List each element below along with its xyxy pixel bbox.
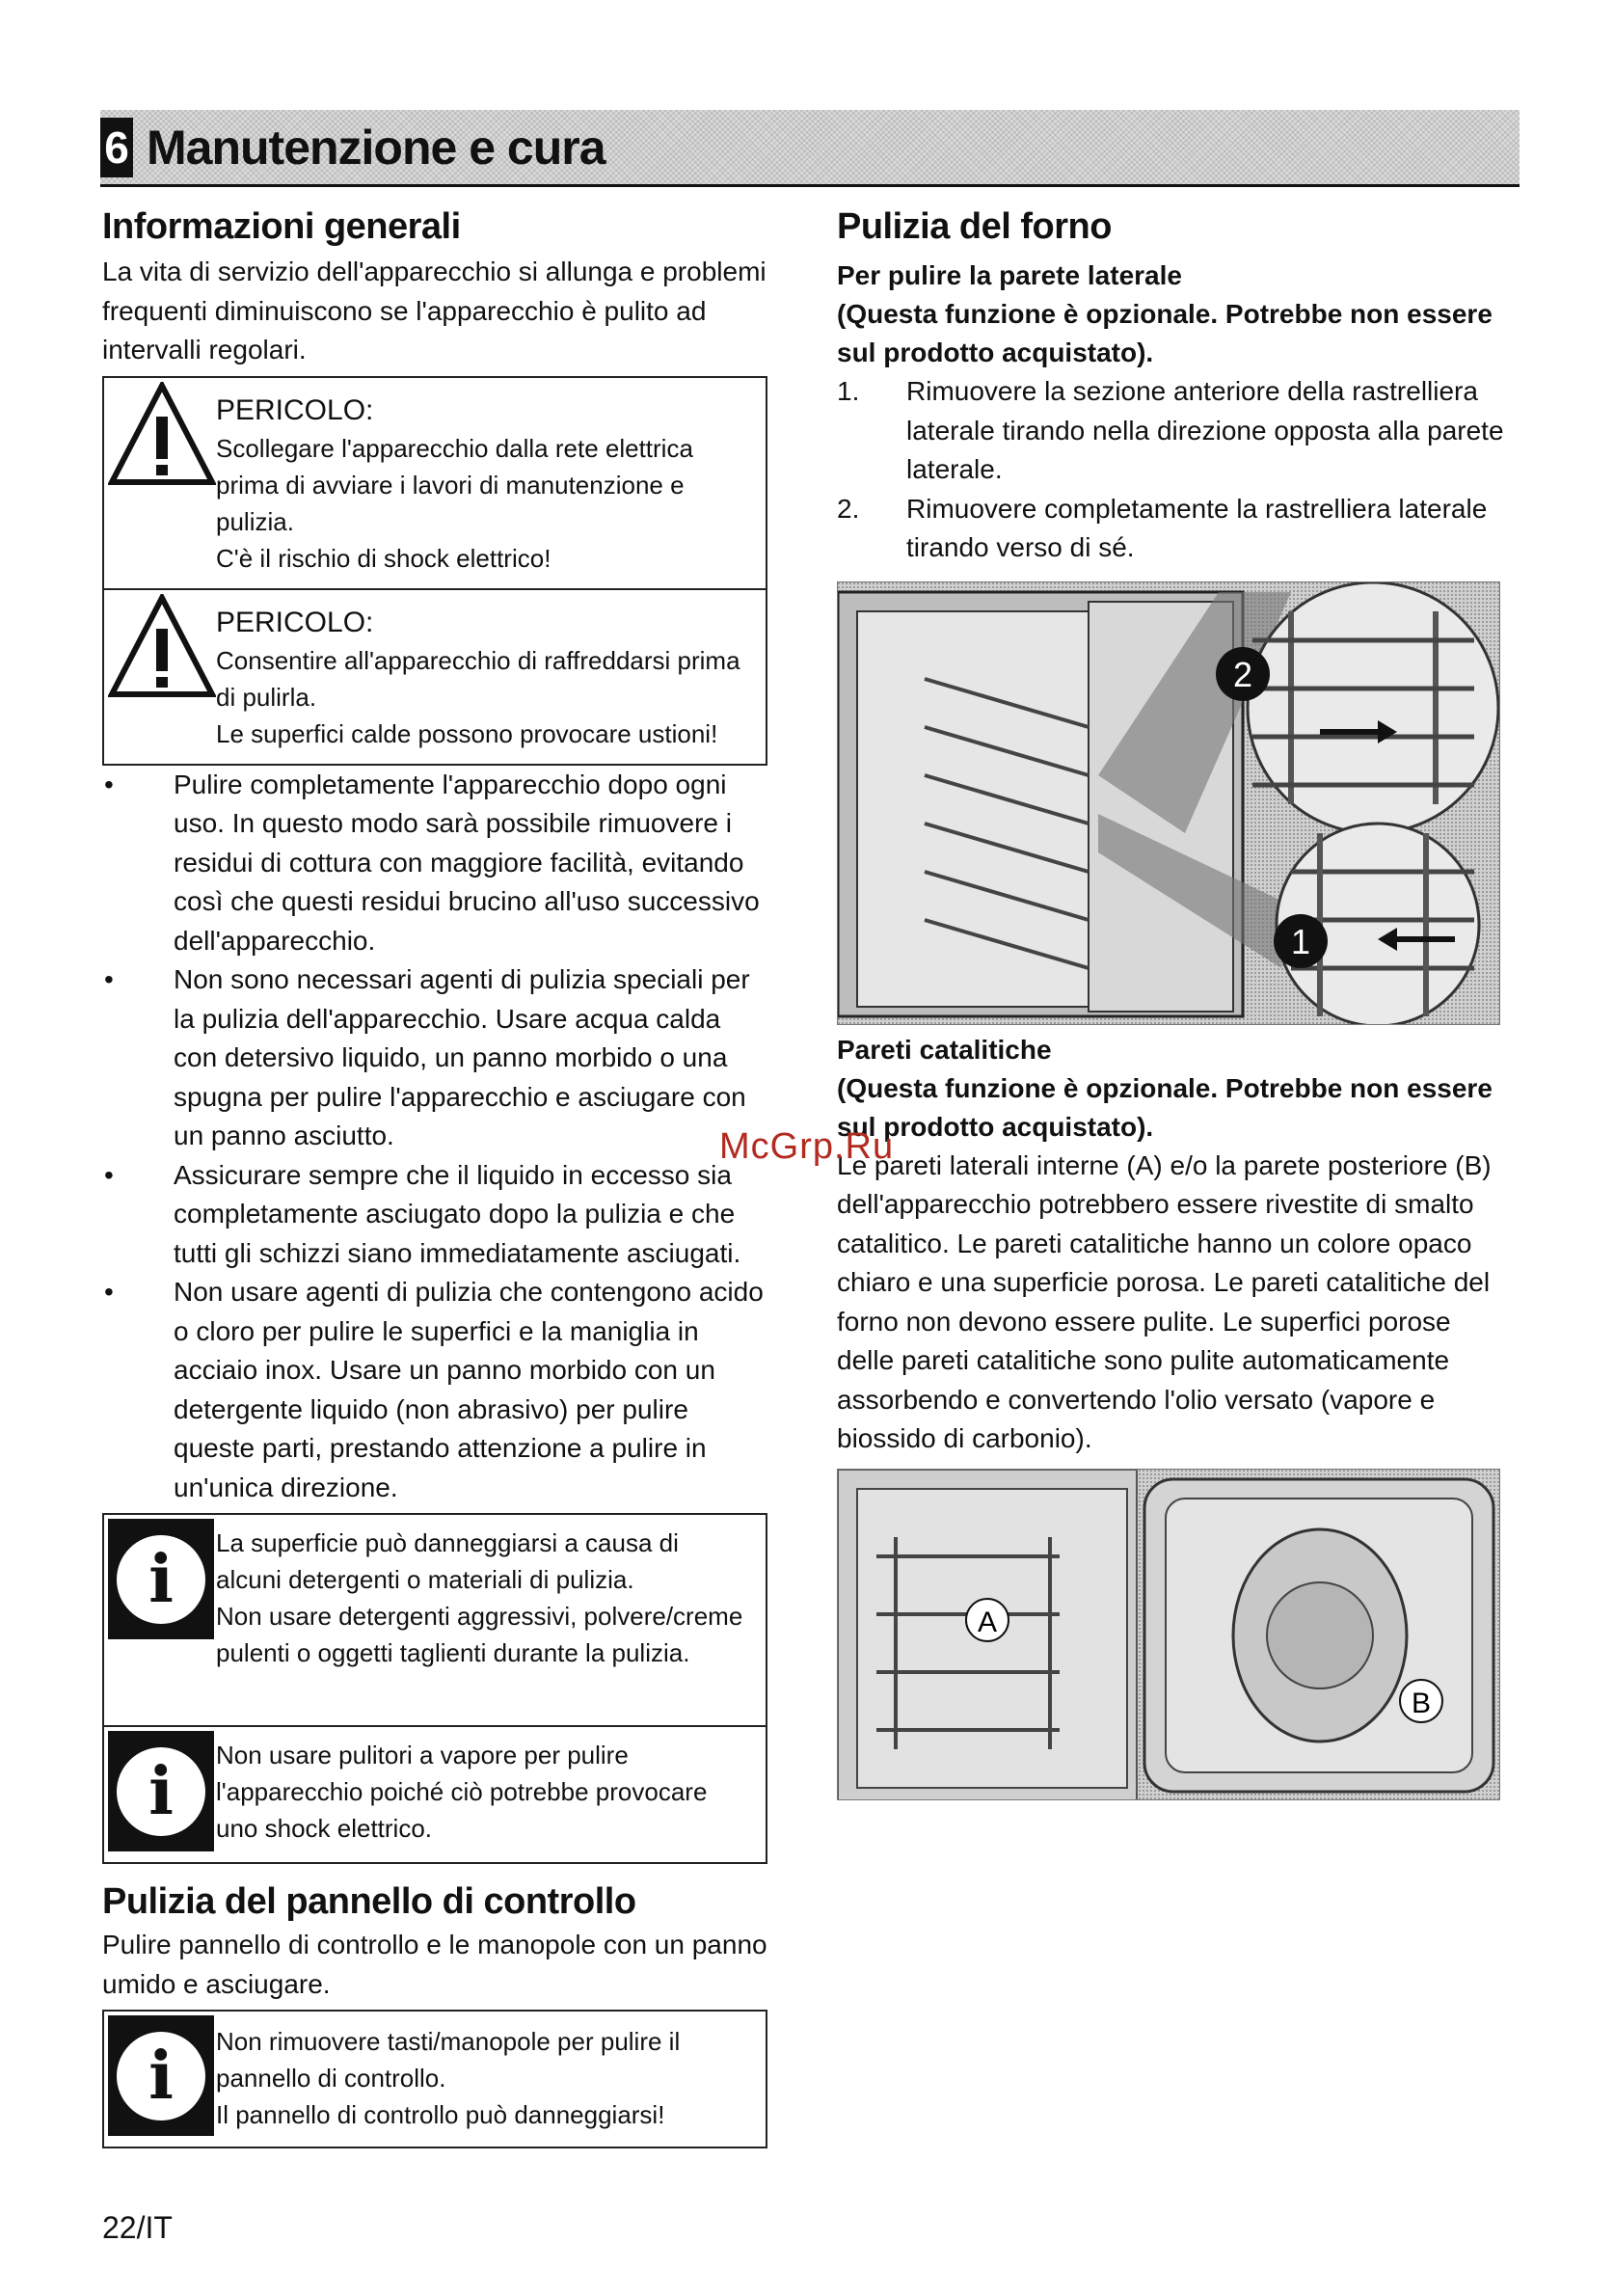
- cleaning-bullet-list: [102, 766, 767, 1508]
- section-title-oven: Pulizia del forno: [837, 206, 1112, 247]
- info-text: Non rimuovere tasti/manopole per pulire il pannello di controllo.: [216, 2027, 681, 2093]
- warning-box: [102, 376, 767, 590]
- step-text: Rimuovere completamente la rastrelliera laterale tirando verso di sé.: [906, 493, 1488, 562]
- optional-note: (Questa funzione è opzionale. Potrebbe non essere sul prodotto acquistato).: [837, 299, 1493, 367]
- watermark: McGrp.Ru: [719, 1126, 895, 1167]
- subsection-title-catalytic: Pareti catalitiche: [837, 1034, 1052, 1065]
- info-boxes: [102, 1513, 767, 1864]
- chapter-number: 6: [100, 118, 133, 177]
- warning-text: Le superfici calde possono provocare ustioni!: [216, 718, 718, 748]
- chapter-title: Manutenzione e cura: [147, 121, 605, 175]
- catalytic-walls-illustration: [837, 1469, 1500, 1800]
- list-item: • Pulire completamente l'apparecchio dopo ogni uso. In questo modo sarà possibile rimuovere i residui di cottura con maggiore facilità, evitando così che questi residui brucino all'uso successivo dell'apparecchio.: [102, 766, 767, 961]
- info-icon: i: [108, 2015, 214, 2136]
- subsection-title-side-wall: Per pulire la parete laterale: [837, 260, 1182, 290]
- list-item: • Non sono necessari agenti di pulizia speciali per la pulizia dell'apparecchio. Usare acqua calda con detersivo liquido, un panno morbido o una spugna per pulire l'apparecchio e asciugare con un panno asciutto.: [102, 960, 767, 1156]
- page-number: 22/IT: [102, 2210, 173, 2245]
- list-item: • Assicurare sempre che il liquido in eccesso sia completamente asciugato dopo la pulizia e che tutti gli schizzi siano immediatamente asciugati.: [102, 1156, 767, 1274]
- warning-triangle-icon: [108, 594, 216, 707]
- warning-title: PERICOLO:: [216, 393, 374, 426]
- catalytic-text: Le pareti laterali interne (A) e/o la parete posteriore (B) dell'apparecchio potrebbero essere rivestite di smalto catalitico. Le pareti catalitiche hanno un colore opaco chiaro e una superficie porosa. Le pareti catalitiche del forno non devono essere pulite. Le superfici porose delle pareti catalitiche sono pulite automaticamente assorbendo e convertendo l'olio versato (vapore e biossido di carbonio).: [837, 1149, 1492, 1453]
- right-column: [837, 203, 1512, 1800]
- info-box: [102, 1513, 767, 1727]
- info-text: La superficie può danneggiarsi a causa di alcuni detergenti o materiali di pulizia.: [216, 1528, 679, 1594]
- warning-text: C'è il rischio di shock elettrico!: [216, 543, 551, 573]
- info-box: [102, 1727, 767, 1864]
- info-text: Non usare detergenti aggressivi, polvere/creme pulenti o oggetti taglienti durante la pulizia.: [216, 1602, 743, 1667]
- callout-1: 1: [1290, 921, 1311, 961]
- warning-boxes: [102, 376, 767, 766]
- control-panel-text: Pulire pannello di controllo e le manopole con un panno umido e asciugare.: [102, 1930, 767, 1999]
- steps-list: [837, 372, 1512, 568]
- info-icon: i: [108, 1519, 214, 1639]
- list-item: [837, 490, 1512, 568]
- warning-title: PERICOLO:: [216, 606, 374, 638]
- label-b: B: [1411, 1687, 1432, 1719]
- section-title-control-panel: Pulizia del pannello di controllo: [102, 1881, 636, 1922]
- warning-box: [102, 590, 767, 766]
- info-text: Non usare pulitori a vapore per pulire l'apparecchio poiché ciò potrebbe provocare uno shock elettrico.: [216, 1741, 708, 1843]
- left-column: [102, 203, 767, 2148]
- list-item: • Non usare agenti di pulizia che contengono acido o cloro per pulire le superfici e la maniglia in acciaio inox. Usare un panno morbido con un detergente liquido (non abrasivo) per pulire queste parti, prestando attenzione a pulire in un'unica direzione.: [102, 1273, 767, 1507]
- callout-2: 2: [1232, 654, 1253, 694]
- step-number: 1.: [837, 376, 860, 406]
- section-title-general: Informazioni generali: [102, 206, 461, 247]
- info-text: Il pannello di controllo può danneggiarsi!: [216, 2100, 665, 2129]
- list-item: [837, 372, 1512, 490]
- general-intro: La vita di servizio dell'apparecchio si allunga e problemi frequenti diminuiscono se l'apparecchio è pulito ad intervalli regolari.: [102, 257, 767, 365]
- warning-text: Consentire all'apparecchio di raffreddarsi prima di pulirla.: [216, 645, 740, 712]
- label-a: A: [977, 1606, 998, 1638]
- step-number: 2.: [837, 493, 860, 524]
- warning-text: Scollegare l'apparecchio dalla rete elettrica prima di avviare i lavori di manutenzione e pulizia.: [216, 433, 693, 536]
- step-text: Rimuovere la sezione anteriore della rastrelliera laterale tirando nella direzione opposta alla parete laterale.: [906, 376, 1504, 484]
- chapter-header: [100, 110, 1520, 187]
- warning-triangle-icon: [108, 382, 216, 495]
- info-box: [102, 2010, 767, 2148]
- optional-note: (Questa funzione è opzionale. Potrebbe non essere sul prodotto acquistato).: [837, 1072, 1493, 1142]
- info-icon: i: [108, 1731, 214, 1851]
- side-rack-removal-illustration: [837, 581, 1500, 1025]
